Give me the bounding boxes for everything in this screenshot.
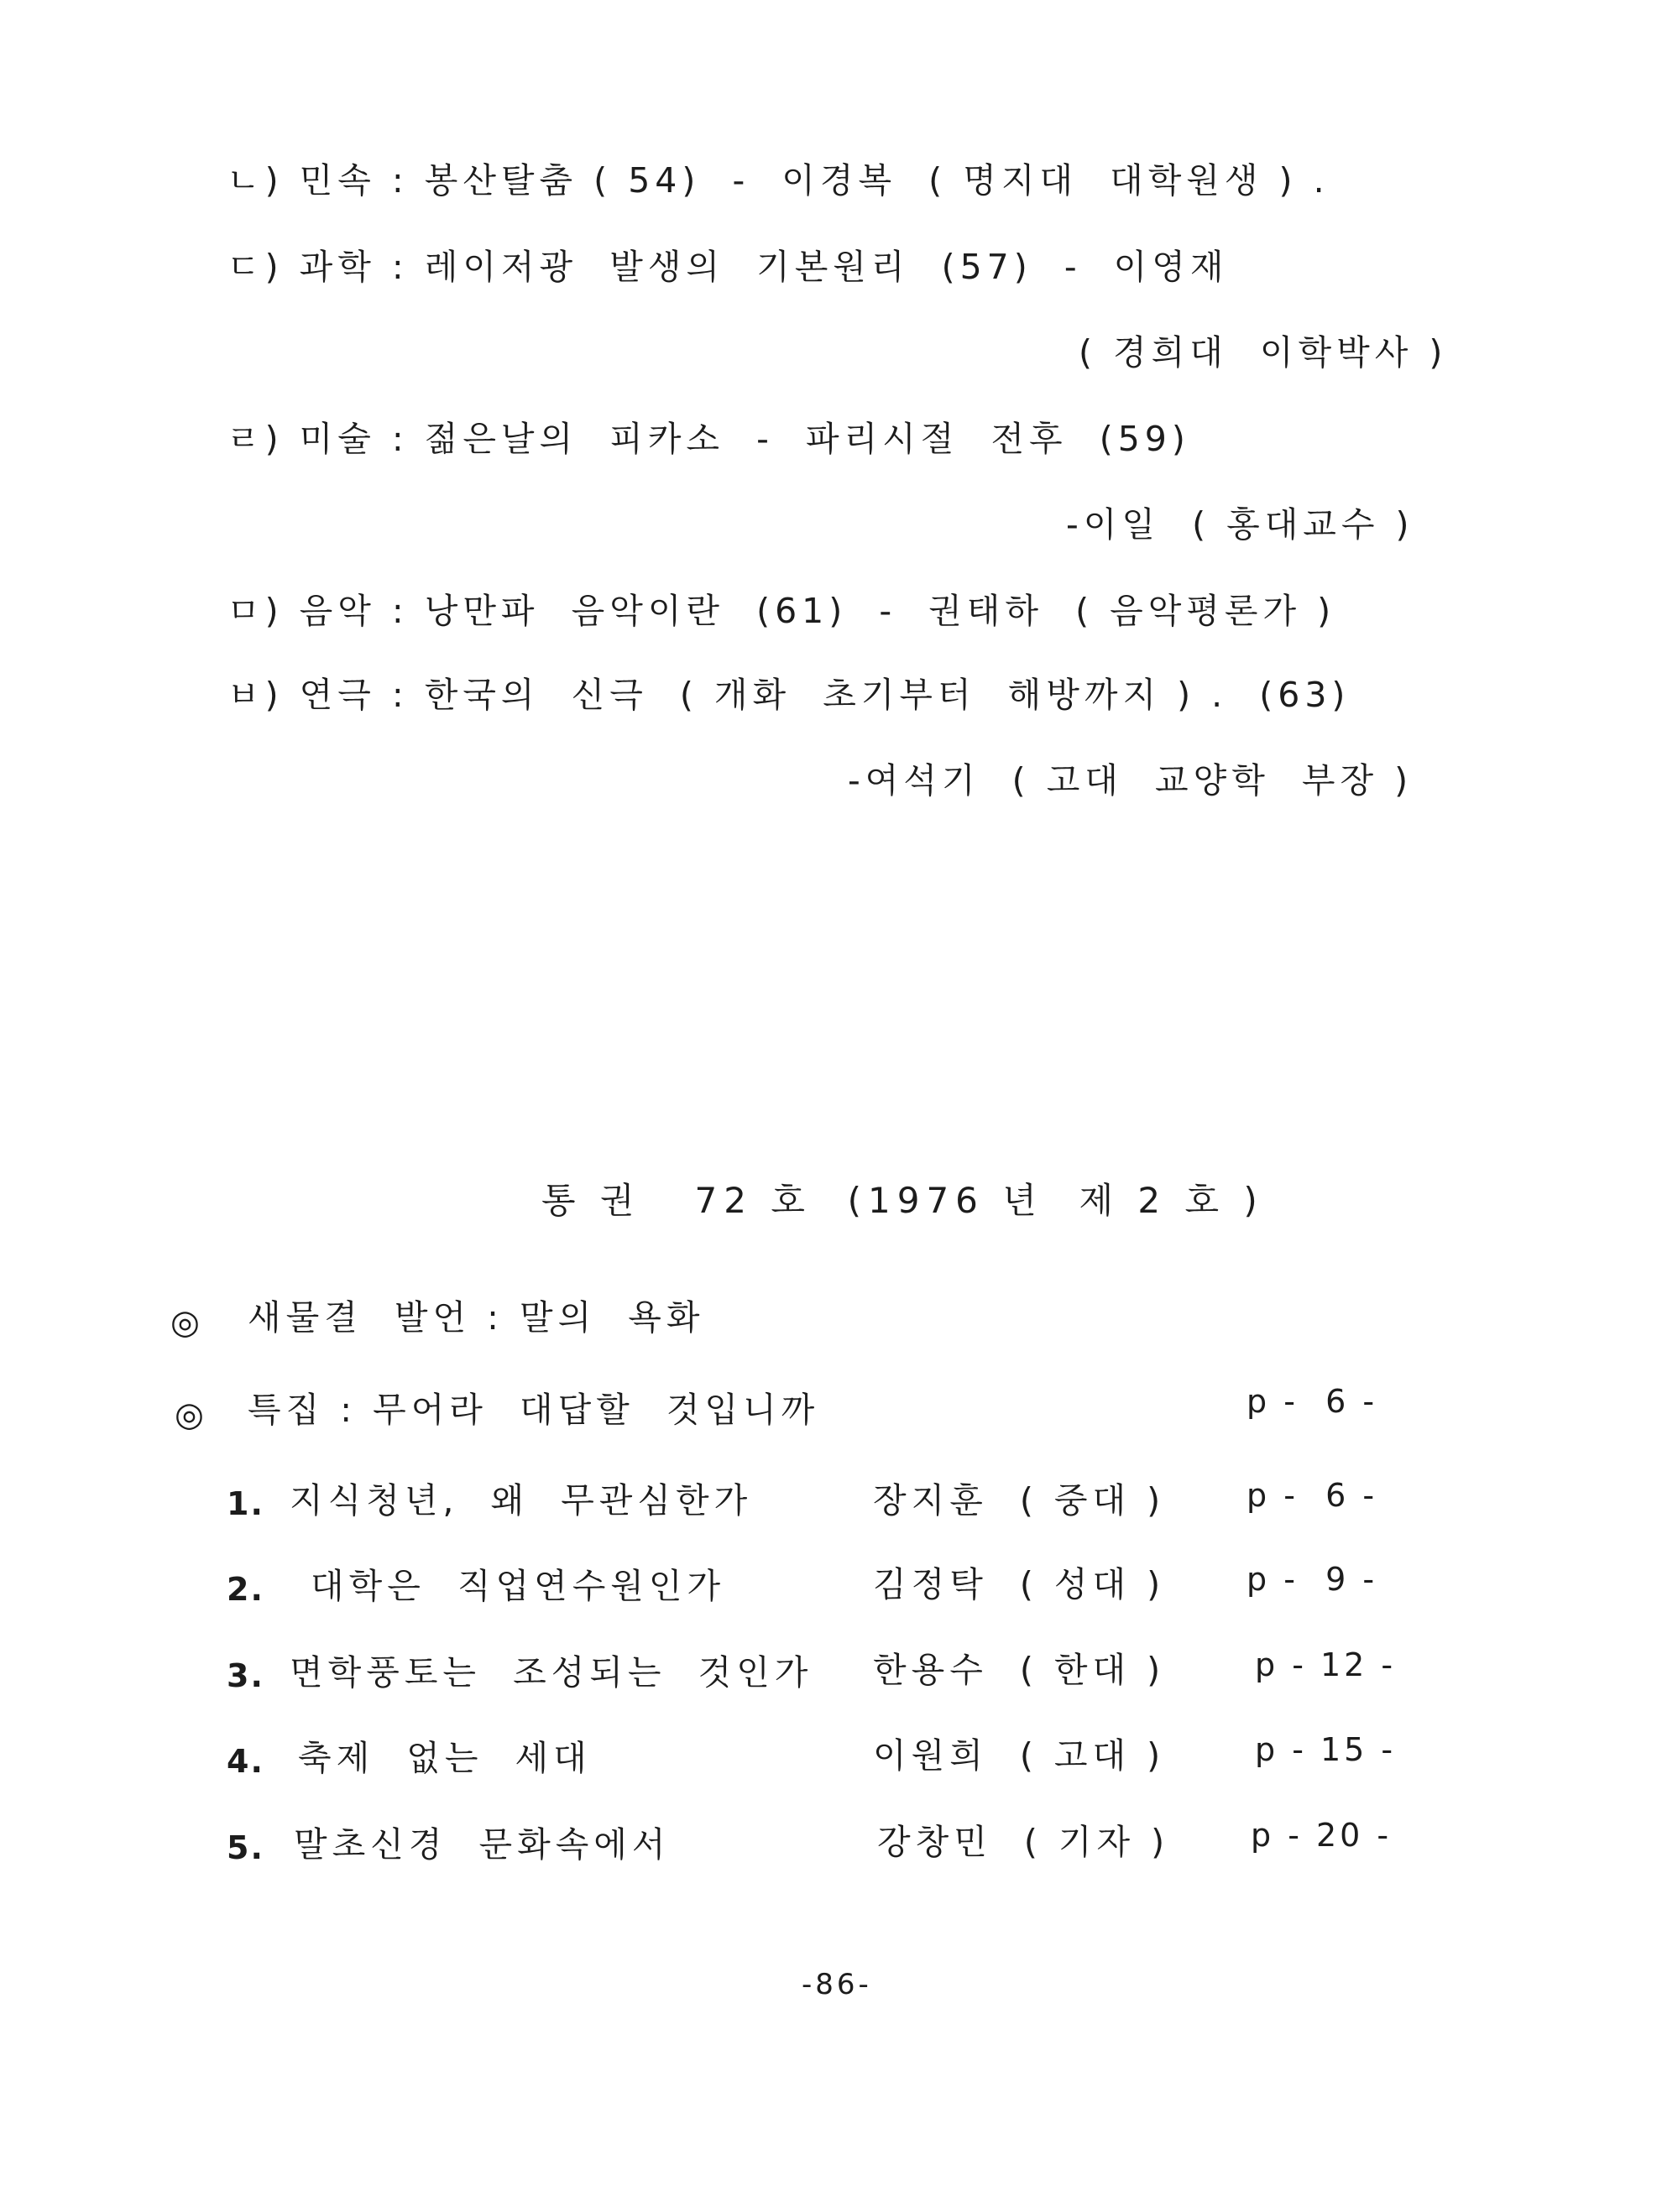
article-page: p - 20 - bbox=[1251, 1817, 1393, 1854]
article-title: 축제 없는 세대 bbox=[298, 1738, 592, 1778]
article-number: 3. bbox=[227, 1657, 264, 1694]
list-item-science-affiliation: ( 경희대 이학박사 ) bbox=[1079, 332, 1448, 373]
list-item-music: ㅁ) 음악 : 낭만파 음악이란 (61) - 권태하 ( 음악평론가 ) bbox=[227, 591, 1336, 631]
list-item-theater-author: -여석기 ( 고대 교양학 부장 ) bbox=[848, 760, 1414, 801]
article-author: 이원희 ( 고대 ) bbox=[873, 1735, 1166, 1776]
list-item-art: ㄹ) 미술 : 젊은날의 피카소 - 파리시절 전후 (59) bbox=[227, 419, 1190, 459]
article-page: p - 15 - bbox=[1255, 1731, 1397, 1768]
section-special-feature-page: p - 6 - bbox=[1246, 1383, 1378, 1420]
page-number: -86- bbox=[802, 1968, 872, 2001]
article-title: 면학풍토는 조성되는 것인가 bbox=[290, 1652, 813, 1693]
article-author: 강창민 ( 기자 ) bbox=[877, 1822, 1170, 1862]
article-page: p - 12 - bbox=[1255, 1646, 1397, 1683]
article-number: 4. bbox=[227, 1743, 264, 1780]
article-number: 2. bbox=[227, 1571, 264, 1608]
list-item-art-author: -이일 ( 홍대교수 ) bbox=[1066, 504, 1414, 545]
article-title: 대학은 직업연수원인가 bbox=[311, 1566, 726, 1606]
article-author: 장지훈 ( 중대 ) bbox=[873, 1480, 1166, 1521]
article-author: 김정탁 ( 성대 ) bbox=[873, 1564, 1166, 1604]
article-number: 1. bbox=[227, 1485, 264, 1522]
section-special-feature: 특집 : 무어라 대답할 것입니까 bbox=[248, 1390, 820, 1430]
issue-title: 통 권 72 호 (1976 년 제 2 호 ) bbox=[541, 1180, 1264, 1221]
article-title: 말초신경 문화속에서 bbox=[294, 1824, 671, 1865]
article-title: 지식청년, 왜 무관심한가 bbox=[290, 1480, 753, 1521]
list-item-theater: ㅂ) 연극 : 한국의 신극 ( 개화 초기부터 해방까지 ) . (63) bbox=[227, 675, 1351, 715]
article-author: 한용수 ( 한대 ) bbox=[873, 1650, 1166, 1690]
bullet-icon: ◎ bbox=[170, 1303, 200, 1342]
list-item-science: ㄷ) 과학 : 레이저광 발생의 기본원리 (57) - 이영재 bbox=[227, 247, 1229, 287]
article-page: p - 9 - bbox=[1246, 1561, 1378, 1598]
article-page: p - 6 - bbox=[1246, 1477, 1378, 1514]
article-number: 5. bbox=[227, 1829, 264, 1866]
section-new-wave: 새물결 발언 : 말의 욕화 bbox=[248, 1297, 705, 1338]
bullet-icon: ◎ bbox=[175, 1396, 204, 1434]
list-item-folk: ㄴ) 민속 : 봉산탈춤 ( 54) - 이경복 ( 명지대 대학원생 ) . bbox=[227, 160, 1330, 201]
